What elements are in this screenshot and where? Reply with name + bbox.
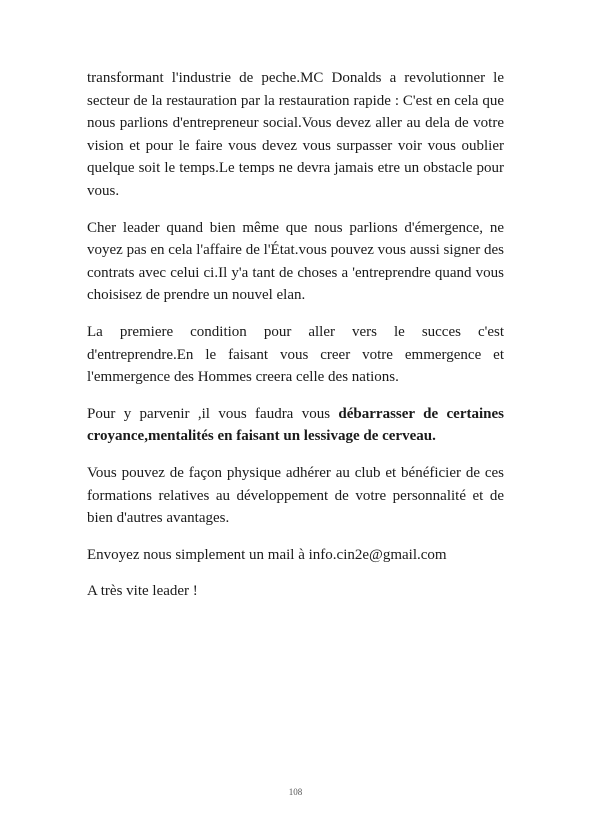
paragraph-achieve-bold: débarrasser de certaines croyance,mentalités en faisant un lessivage de cerveau. [87, 405, 504, 445]
paragraph-club: Vous pouvez de façon physique adhérer au club et bénéficier de ces formations relatives au développement de votre personnalité et de bien d'autres avantages. [87, 464, 504, 527]
page-number: 108 [288, 787, 303, 797]
paragraph-first-condition: La premiere condition pour aller vers le succes c'est d'entreprendre.En le faisant vous creer votre emmergence et l'emmergence des Hommes creera celle des nations. [87, 323, 504, 386]
paragraph-closing: A très vite leader ! [87, 583, 198, 600]
paragraph-industry: transformant l'industrie de peche.MC Donalds a revolutionner le secteur de la restauration par la restauration rapide : C'est en cela que nous parlions d'entrepreneur social.Vous devez aller au dela de votre vision et pour le faire vous devez vous surpasser voir vous oublier quelque soit le temps.Le temps ne devra jamais etre un obstacle pour vous. [87, 70, 504, 199]
paragraph-email: Envoyez nous simplement un mail à info.cin2e@gmail.com [87, 546, 447, 563]
paragraph-achieve [87, 403, 504, 448]
body-text [87, 67, 504, 617]
paragraph-emergence: Cher leader quand bien même que nous parlions d'émergence, ne voyez pas en cela l'affaire de l'État.vous pouvez vous aussi signer des contrats avec celui ci.Il y'a tant de choses a 'entreprendre quand vous choisisez de prendre un nouvel elan. [87, 219, 504, 304]
paragraph-achieve-plain: Pour y parvenir ,il vous faudra vous [87, 405, 339, 422]
